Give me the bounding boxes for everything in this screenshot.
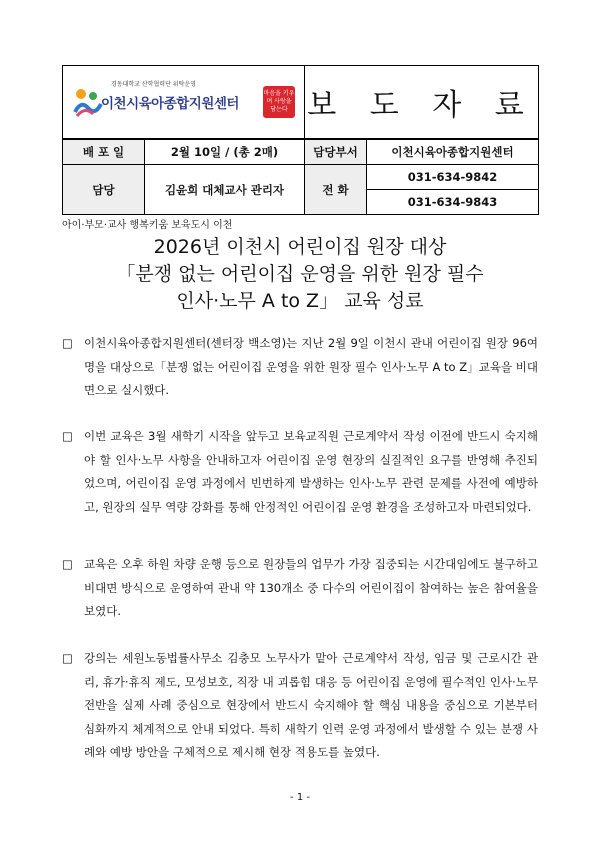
logo-name: 이천시육아종합지원센터 (101, 96, 239, 112)
center-logo (63, 66, 304, 138)
release-value: 2월 10일 / (총 2매) (145, 139, 305, 165)
slogan: 아이·부모·교사 행복키움 보육도시 이천 (62, 220, 233, 231)
headline (62, 234, 538, 315)
paragraph-text: 교육은 오후 하원 차량 운행 등으로 원장들의 업무가 가장 집중되는 시간대임에도 불구하고 비대면 방식으로 운영하여 관내 약 130개소 중 다수의 어린이집이 참여하는 높은 참여율을 보였다. (84, 557, 538, 618)
person-value: 김윤희 대체교사 관리자 (145, 165, 305, 215)
dept-label: 담당부서 (305, 139, 367, 165)
phone-2: 031-634-9843 (367, 190, 539, 215)
press-header-table (62, 65, 539, 215)
phone-1: 031-634-9842 (367, 165, 539, 190)
paragraph-text: 강의는 세원노동법률사무소 김충모 노무사가 맡아 근로계약서 작성, 임금 및 근로시간 관리, 휴가·휴직 제도, 모성보호, 직장 내 괴롭힘 대응 등 어린이집 운영에 필수적인 인사·노무 전반을 실제 사례 중심으로 현장에서 반드시 숙지해야 할 핵심 내용을 중심으로 기본부터 심화까지 체계적으로 안내 되었다. 특히 새학기 인력 운영 과정에서 발생할 수 있는 분쟁 사례와 예방 방안을 구체적으로 제시해 현장 적용도를 높였다. (84, 651, 538, 759)
bullet-box: □ (62, 429, 73, 443)
release-label: 배 포 일 (63, 139, 145, 165)
paragraph (62, 332, 538, 403)
bullet-box: □ (62, 557, 73, 571)
headline-line-1: 2026년 이천시 어린이집 원장 대상 (153, 236, 447, 258)
page-number: - 1 - (290, 792, 310, 803)
headline-line-2: 「분쟁 없는 어린이집 운영을 위한 원장 필수 (116, 263, 484, 285)
headline-line-3: 인사·노무 A to Z」 교육 성료 (176, 290, 424, 312)
press-title: 보 도 자 료 (305, 66, 539, 140)
logo-cell (63, 66, 305, 140)
bullet-box: □ (62, 336, 73, 350)
paragraph (62, 647, 538, 765)
center-logo-icon (71, 86, 105, 120)
person-label: 담당 (63, 165, 145, 215)
paragraph (62, 553, 538, 624)
logo-badge: 마음을 키우며 사랑을 담는다 (263, 86, 295, 118)
paragraph (62, 425, 538, 519)
dept-value: 이천시육아종합지원센터 (367, 139, 539, 165)
bullet-box: □ (62, 651, 73, 665)
paragraph-text: 이번 교육은 3월 새학기 시작을 앞두고 보육교직원 근로계약서 작성 이전에 반드시 숙지해야 할 인사·노무 사항을 안내하고자 어린이집 운영 현장의 실질적인 요구를 반영해 추진되었으며, 어린이집 운영 과정에서 빈번하게 발생하는 인사·노무 관련 문제를 사전에 예방하고, 원장의 실무 역량 강화를 통해 안정적인 어린이집 운영 환경을 조성하고자 마련되었다. (84, 429, 538, 514)
logo-org-small: 경동대학교 산학협력단 위탁운영 (111, 81, 196, 88)
phone-label: 전 화 (305, 165, 367, 215)
paragraph-text: 이천시육아종합지원센터(센터장 백소영)는 지난 2월 9일 이천시 관내 어린이집 원장 96여 명을 대상으로「분쟁 없는 어린이집 운영을 위한 원장 필수 인사·노무 A to Z」교육을 비대면으로 실시했다. (84, 336, 538, 397)
